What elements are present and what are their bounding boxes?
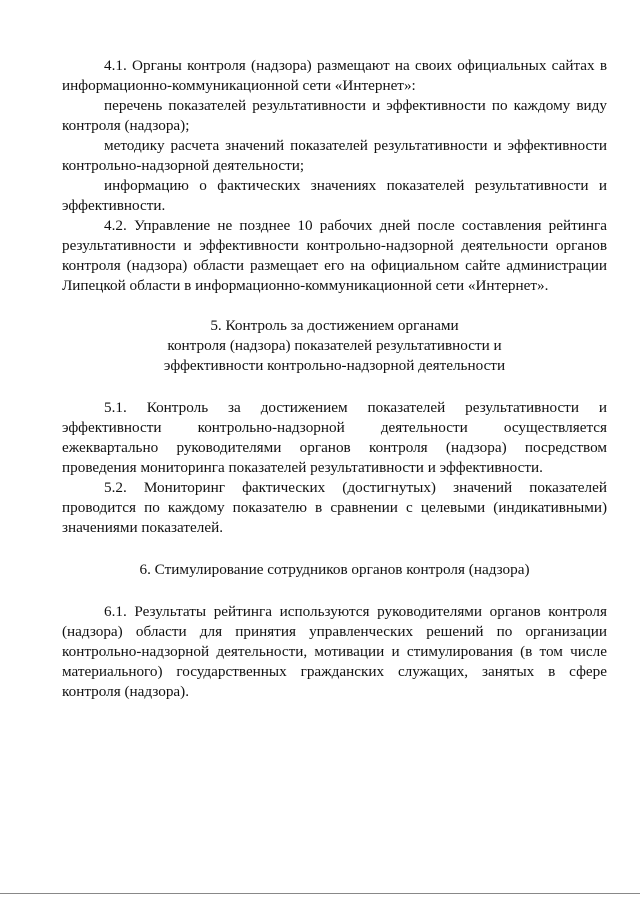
section-5-heading	[62, 316, 607, 376]
section-5-heading-line-3: эффективности контрольно-надзорной деятельности	[163, 357, 506, 374]
list-item-methodology: методику расчета значений показателей результативности и эффективности контрольно-надзорной деятельности;	[62, 137, 607, 174]
paragraph-4-2: 4.2. Управление не позднее 10 рабочих дней после составления рейтинга результативности и эффективности контрольно-надзорной деятельности органов контроля (надзора) области размещает его на официальном сайте администрации Липецкой области в информационно-коммуникационной сети «Интернет».	[62, 217, 607, 294]
list-item-indicators: перечень показателей результативности и эффективности по каждому виду контроля (надзора);	[62, 97, 607, 134]
section-6-heading: 6. Стимулирование сотрудников органов контроля (надзора)	[139, 561, 530, 578]
paragraph-4-1: 4.1. Органы контроля (надзора) размещают на своих официальных сайтах в информационно-коммуникационной сети «Интернет»:	[62, 57, 607, 94]
paragraph-5-1: 5.1. Контроль за достижением показателей результативности и эффективности контрольно-надзорной деятельности осуществляется ежеквартально руководителями органов контроля (надзора) посредством проведения мониторинга показателей результативности и эффективности.	[62, 399, 607, 476]
list-item-actual-values: информацию о фактических значениях показателей результативности и эффективности.	[62, 177, 607, 214]
section-5-heading-line-2: контроля (надзора) показателей результативности и	[167, 337, 502, 354]
section-5-heading-line-1: 5. Контроль за достижением органами	[210, 317, 459, 334]
paragraph-6-1: 6.1. Результаты рейтинга используются руководителями органов контроля (надзора) области для принятия управленческих решений по организации контрольно-надзорной деятельности, мотивации и стимулирования (в том числе материального) государственных гражданских служащих, занятых в сфере контроля (надзора).	[62, 603, 607, 700]
paragraph-5-2: 5.2. Мониторинг фактических (достигнутых) значений показателей проводится по каждому показателю в сравнении с целевыми (индикативными) значениями показателей.	[62, 479, 607, 536]
page-bottom-rule	[0, 893, 640, 894]
